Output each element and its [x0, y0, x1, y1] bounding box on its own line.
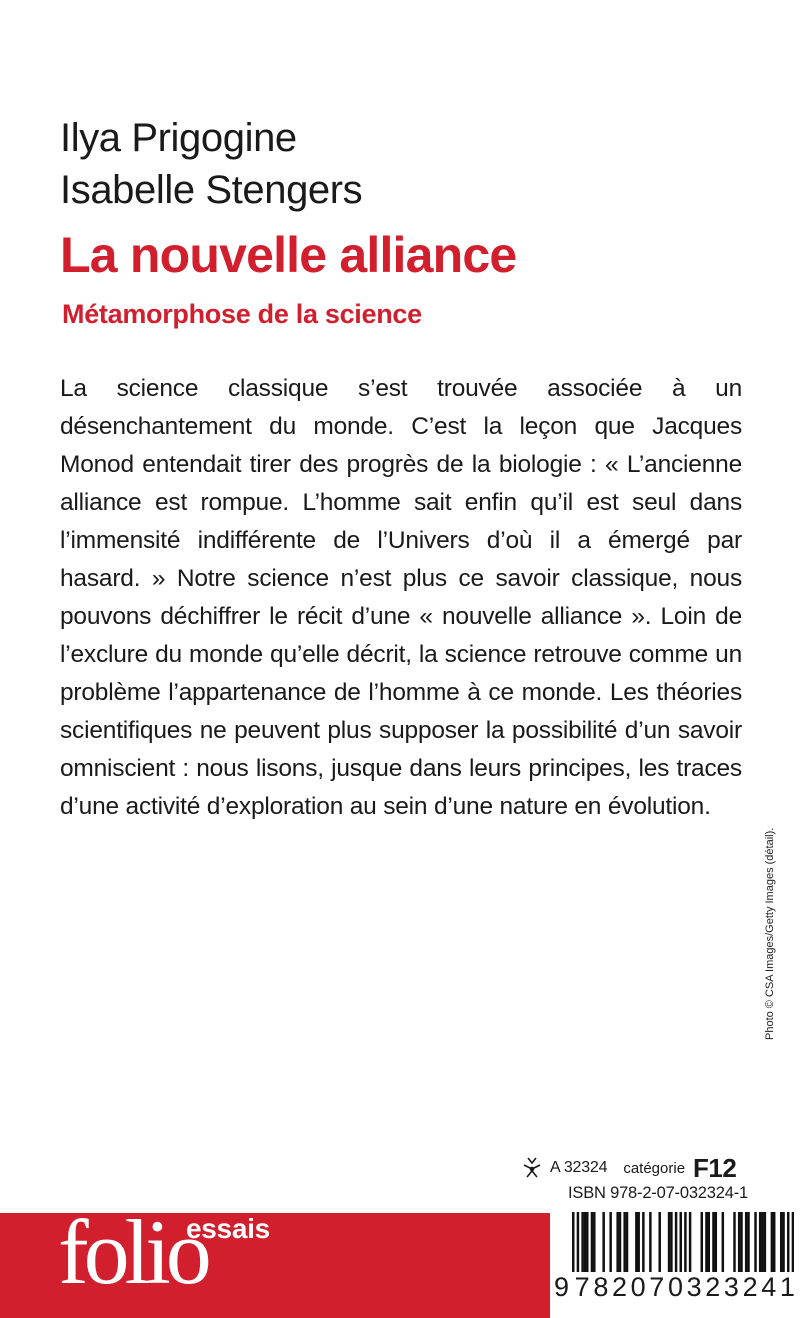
- book-title: La nouvelle alliance: [60, 227, 517, 283]
- barcode-bar: [572, 1212, 574, 1272]
- barcode-bar: [609, 1212, 611, 1272]
- barcode-bar: [773, 1212, 775, 1272]
- barcode-bar: [602, 1212, 604, 1272]
- folio-logo: folio: [58, 1201, 207, 1303]
- barcode-digit: 7: [649, 1272, 664, 1302]
- barcode-bar: [668, 1212, 670, 1272]
- barcode-bar: [591, 1212, 593, 1272]
- barcode-bar: [738, 1212, 740, 1272]
- barcode-digit: 3: [686, 1272, 701, 1302]
- barcode-bar: [722, 1212, 724, 1272]
- barcode-bar: [593, 1212, 595, 1272]
- barcode-bar: [581, 1212, 583, 1272]
- barcode-bar: [649, 1212, 651, 1272]
- barcode-bar: [754, 1212, 756, 1272]
- summary-text: La science classique s’est trouvée associée à un désenchantement du monde. C’est la leçon que Jacques Monod entendait tirer des progrès de la biologie : « L’ancienne alliance est rompue. L’homme sait enfin qu’il est seul dans l’immensité indifférente de l’Univers d’où il a émergé par hasard. » Notre science n’est plus ce savoir classique, nous pouvons déchiffrer le récit d’une « nouvelle alliance ». Loin de l’exclure du monde qu’elle décrit, la science retrouve comme un problème l’appartenance de l’homme à ce monde. Les théories scientifiques ne peuvent plus supposer la possibilité d’un savoir omniscient : nous lisons, jusque dans leurs principes, les traces d’une activité d’exploration au sein d’une nature en évolution.: [60, 375, 742, 820]
- category-code: F12: [693, 1152, 737, 1183]
- barcode-bars: [558, 1212, 794, 1274]
- barcode-bar: [616, 1212, 618, 1272]
- barcode-bar: [787, 1212, 789, 1272]
- barcode-bar: [715, 1212, 717, 1272]
- collection-name: essais: [186, 1213, 270, 1244]
- barcode-digit: 4: [761, 1272, 776, 1302]
- category-label: catégorie: [623, 1159, 686, 1177]
- barcode-bar: [684, 1212, 686, 1272]
- barcode-bar: [623, 1212, 625, 1272]
- barcode-bar: [577, 1212, 579, 1272]
- photo-credit: Photo © CSA Images/Getty Images (détail).: [764, 827, 776, 1040]
- barcode-digit: 1: [779, 1272, 794, 1302]
- barcode-bar: [619, 1212, 621, 1272]
- barcode-digit: 0: [630, 1272, 645, 1302]
- barcode-bar: [764, 1212, 766, 1272]
- barcode-bar: [745, 1212, 747, 1272]
- barcode-bar: [771, 1212, 773, 1272]
- author-name: Isabelle Stengers: [60, 168, 363, 212]
- barcode-bar: [670, 1212, 672, 1272]
- barcode-digit: 7: [574, 1272, 589, 1302]
- barcode-bar: [782, 1212, 784, 1272]
- barcode-bar: [792, 1212, 794, 1272]
- barcode-bar: [733, 1212, 735, 1272]
- barcode-bar: [701, 1212, 703, 1272]
- barcode-bar: [584, 1212, 586, 1272]
- isbn: ISBN 978-2-07-032324-1: [568, 1184, 748, 1202]
- barcode-bar: [635, 1212, 637, 1272]
- barcode-bar: [708, 1212, 710, 1272]
- barcode-bar: [680, 1212, 682, 1272]
- barcode-bar: [759, 1212, 761, 1272]
- reference-code: A 32324: [550, 1159, 608, 1176]
- barcode-bar: [747, 1212, 749, 1272]
- barcode-bar: [740, 1212, 742, 1272]
- barcode-bar: [712, 1212, 714, 1272]
- barcode-bar: [761, 1212, 763, 1272]
- authors: [60, 112, 362, 216]
- barcode-digit: 3: [723, 1272, 738, 1302]
- barcode-bar: [586, 1212, 588, 1272]
- barcode-digit: 2: [742, 1272, 757, 1302]
- gallimard-logo-icon: [522, 1155, 542, 1181]
- barcode-bar: [675, 1212, 677, 1272]
- catalog-codes: [522, 1152, 736, 1184]
- barcode-bar: [658, 1212, 660, 1272]
- barcode: [550, 1210, 800, 1318]
- barcode-bar: [637, 1212, 639, 1272]
- barcode-digit: 0: [667, 1272, 682, 1302]
- barcode-digits: [554, 1272, 794, 1303]
- barcode-digit: 2: [705, 1272, 720, 1302]
- barcode-bar: [689, 1212, 691, 1272]
- author-name: Ilya Prigogine: [60, 116, 297, 160]
- barcode-bar: [780, 1212, 782, 1272]
- barcode-bar: [642, 1212, 644, 1272]
- barcode-digit: 2: [611, 1272, 626, 1302]
- barcode-bar: [705, 1212, 707, 1272]
- barcode-bar: [626, 1212, 628, 1272]
- barcode-digit: 9: [554, 1272, 569, 1302]
- book-subtitle: Métamorphose de la science: [62, 299, 422, 329]
- barcode-digit: 8: [593, 1272, 608, 1302]
